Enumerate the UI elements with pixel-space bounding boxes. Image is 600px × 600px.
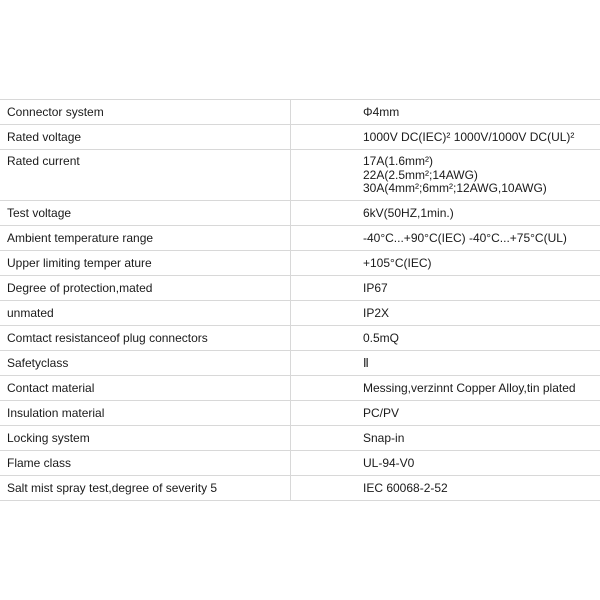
spec-param-label: Rated voltage <box>0 125 291 150</box>
spec-value-line: PC/PV <box>363 405 400 420</box>
spec-param-label: Flame class <box>0 451 291 476</box>
spec-row <box>0 451 600 476</box>
spec-param-label: Rated current <box>0 150 291 201</box>
spec-param-label: Upper limiting temper ature <box>0 251 291 276</box>
spec-param-label: Locking system <box>0 426 291 451</box>
spec-value-cell <box>291 476 600 501</box>
spec-row <box>0 476 600 501</box>
spec-row <box>0 276 600 301</box>
spec-param-label: Degree of protection,mated <box>0 276 291 301</box>
spec-row <box>0 351 600 376</box>
spec-row <box>0 251 600 276</box>
spec-row <box>0 426 600 451</box>
spec-row <box>0 100 600 125</box>
spec-value-line: IEC 60068-2-52 <box>363 480 448 495</box>
spec-row <box>0 376 600 401</box>
spec-param-label: Safetyclass <box>0 351 291 376</box>
spec-value-line: 1000V DC(IEC)² 1000V/1000V DC(UL)² <box>363 129 575 144</box>
spec-row <box>0 301 600 326</box>
spec-value-line: IP67 <box>363 280 388 295</box>
spec-param-label: Salt mist spray test,degree of severity 5 <box>0 476 291 501</box>
spec-param-label: Contact material <box>0 376 291 401</box>
spec-value-cell <box>291 276 600 301</box>
spec-value-line: 17A(1.6mm²) <box>363 154 434 168</box>
spec-value-line: 30A(4mm²;6mm²;12AWG,10AWG) <box>363 181 547 195</box>
spec-value-line: 0.5mQ <box>363 330 400 345</box>
spec-value-line: +105°C(IEC) <box>363 255 432 270</box>
spec-table-body <box>0 100 600 501</box>
spec-row <box>0 150 600 201</box>
spec-value-line: Messing,verzinnt Copper Alloy,tin plated <box>363 380 576 395</box>
spec-value-line: Snap-in <box>363 430 405 445</box>
spec-value-cell <box>291 201 600 226</box>
spec-row <box>0 125 600 150</box>
spec-value-cell <box>291 251 600 276</box>
spec-value-cell <box>291 326 600 351</box>
spec-value-line: UL-94-V0 <box>363 455 415 470</box>
spec-value-cell <box>291 150 600 201</box>
spec-value-cell <box>291 125 600 150</box>
spec-param-label: Comtact resistanceof plug connectors <box>0 326 291 351</box>
spec-row <box>0 401 600 426</box>
spec-row <box>0 326 600 351</box>
spec-value-cell <box>291 376 600 401</box>
spec-value-cell <box>291 451 600 476</box>
spec-value-cell <box>291 226 600 251</box>
spec-row <box>0 226 600 251</box>
spec-value-line: 6kV(50HZ,1min.) <box>363 205 454 220</box>
spec-value-line: IP2X <box>363 305 390 320</box>
spec-param-label: unmated <box>0 301 291 326</box>
spec-value-cell <box>291 351 600 376</box>
spec-param-label: Ambient temperature range <box>0 226 291 251</box>
spec-value-cell <box>291 401 600 426</box>
spec-value-cell <box>291 100 600 125</box>
spec-value-line: Ⅱ <box>363 355 369 370</box>
spec-value-line: Φ4mm <box>363 104 400 119</box>
spec-param-label: Test voltage <box>0 201 291 226</box>
spec-value-cell <box>291 426 600 451</box>
spec-param-label: Insulation material <box>0 401 291 426</box>
spec-row <box>0 201 600 226</box>
spec-param-label: Connector system <box>0 100 291 125</box>
spec-value-line: 22A(2.5mm²;14AWG) <box>363 167 478 182</box>
spec-value-cell <box>291 301 600 326</box>
spec-table <box>0 99 600 501</box>
spec-value-line: -40°C...+90°C(IEC) -40°C...+75°C(UL) <box>363 230 567 245</box>
